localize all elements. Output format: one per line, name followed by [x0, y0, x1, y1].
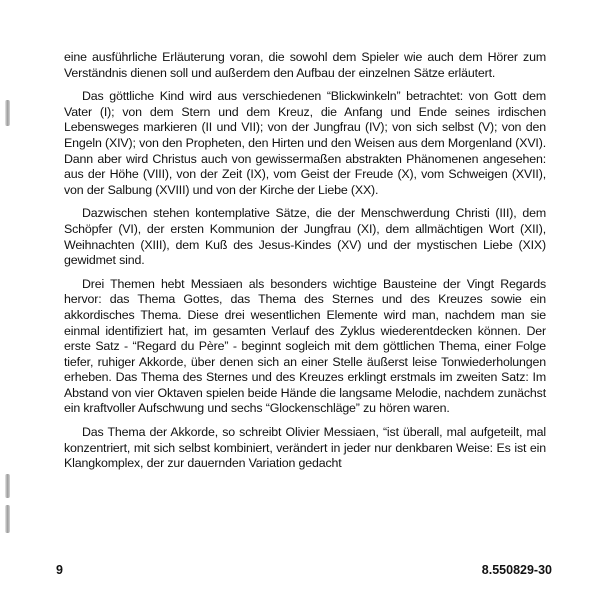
scan-edge-mark — [5, 505, 10, 533]
scan-edge-mark — [5, 474, 10, 498]
scan-edge-mark — [5, 100, 10, 126]
paragraph: Drei Themen hebt Messiaen als besonders wichtige Bausteine der Vingt Regards hervor: das Thema Gottes, das Thema des Sternes und des Kreuzes sowie ein akkordisches Thema. Diese drei wesentlichen Elemente wird man, nachdem man sie einmal identifiziert hat, im gesamten Verlauf des Zyklus wiederentdecken können. Der erste Satz - “Regard du Père” - beginnt sogleich mit dem göttlichen Thema, einer Folge tiefer, ruhiger Akkorde, über denen sich an einer Stelle äußerst leise Tonwiederholungen erheben. Das Thema des Sternes und des Kreuzes erklingt erstmals im zweiten Satz: Im Abstand von vier Oktaven spielen beide Hände die langsame Melodie, nachdem zunächst ein kraftvoller Aufschwung und sechs “Glockenschläge” zu hören waren. — [64, 276, 546, 416]
body-text — [64, 50, 546, 480]
paragraph: Das göttliche Kind wird aus verschiedenen “Blickwinkeln” betrachtet: von Gott dem Vater (I); von dem Stern und dem Kreuz, die Anfang und Ende seines irdischen Lebensweges markieren (II und VII); von der Jungfrau (IV); von sich selbst (V); von den Engeln (XIV); von den Propheten, den Hirten und den Weisen aus dem Morgenland (XVI). Dann aber wird Christus auch von gewissermaßen abstrakten Phänomenen angesehen: aus der Höhe (VIII), von der Zeit (IX), vom Geist der Freude (X), vom Schweigen (XVII), von der Salbung (XVIII) und von der Kirche der Liebe (XX). — [64, 89, 546, 197]
catalog-number: 8.550829-30 — [481, 563, 552, 577]
page-number: 9 — [56, 563, 63, 577]
paragraph: eine ausführliche Erläuterung voran, die sowohl dem Spieler wie auch dem Hörer zum Verständnis dienen soll und außerdem den Aufbau der einzelnen Sätze erläutert. — [64, 50, 546, 80]
paragraph: Das Thema der Akkorde, so schreibt Olivier Messiaen, “ist überall, mal aufgeteilt, mal konzentriert, mit sich selbst kombiniert, verändert in jeder nur denkbaren Weise: Es ist ein Klangkomplex, der zur dauernden Variation gedacht — [64, 425, 546, 471]
paragraph: Dazwischen stehen kontemplative Sätze, die der Menschwerdung Christi (III), dem Schöpfer (VI), der ersten Kommunion der Jungfrau (XI), dem allmächtigen Wort (XII), Weihnachten (XIII), dem Kuß des Jesus-Kindes (XV) und der mystischen Liebe (XIX) gewidmet sind. — [64, 206, 546, 268]
